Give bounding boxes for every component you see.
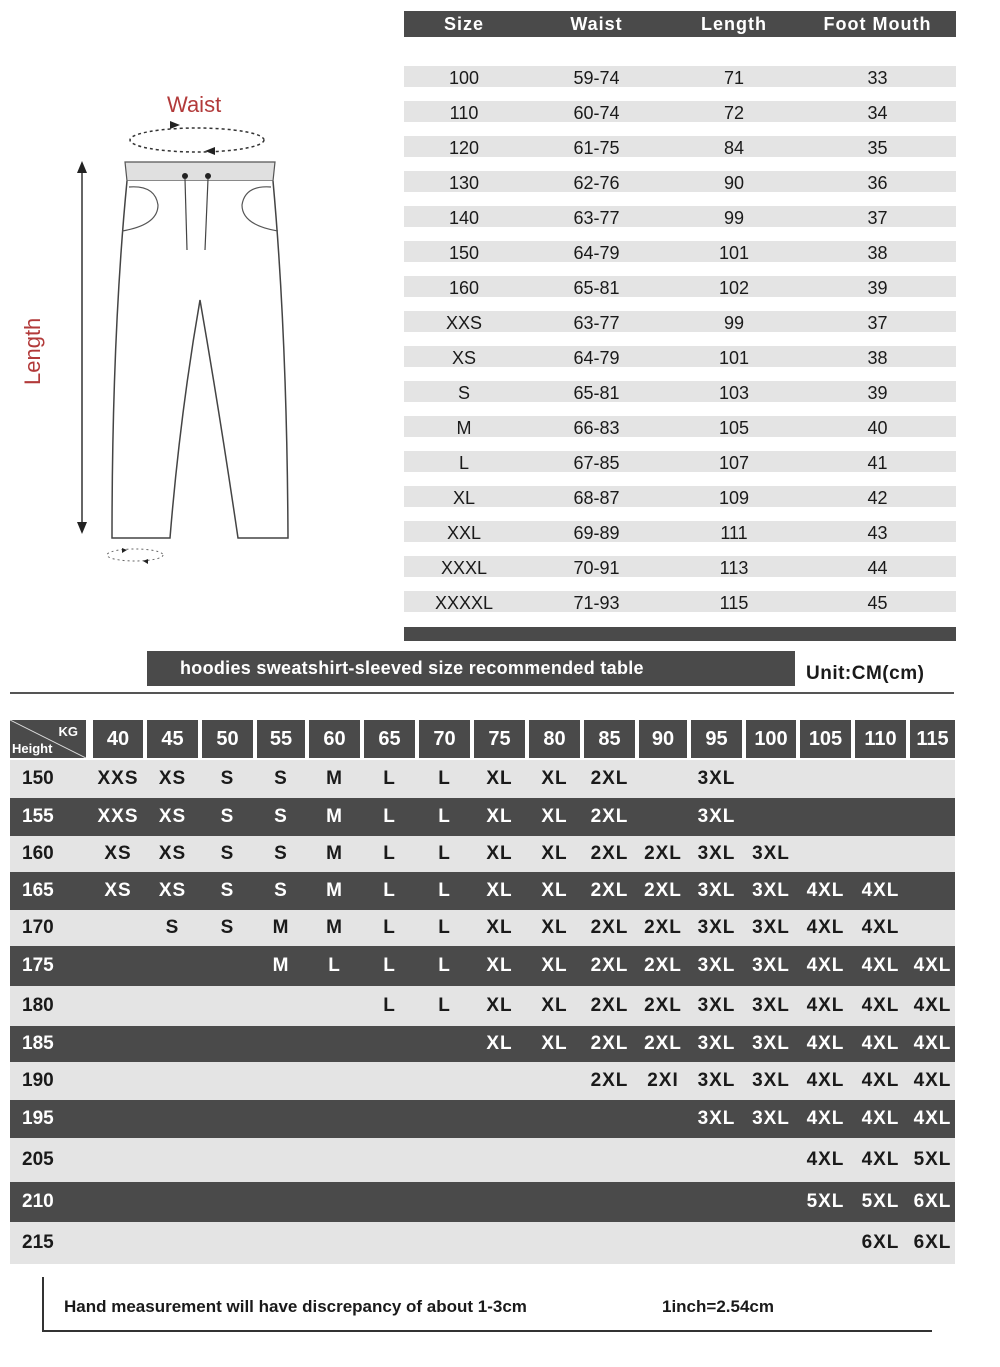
weight-header: 45 (147, 720, 198, 758)
note-bracket-left (42, 1277, 44, 1332)
cell-length: 103 (718, 383, 750, 403)
height-cell: 205 (22, 1149, 54, 1170)
table-row (10, 946, 955, 986)
size-cell: 4XL (806, 1033, 845, 1054)
size-cell: XS (158, 880, 187, 901)
size-cell: L (328, 955, 341, 976)
table-row (404, 61, 956, 96)
size-cell: L (438, 768, 451, 789)
corner-height-label: Height (12, 741, 53, 756)
size-cell: L (438, 806, 451, 827)
size-cell: M (326, 843, 343, 864)
size-cell: 3XL (697, 806, 736, 827)
cell-waist: 66-83 (573, 418, 620, 438)
weight-header: 80 (529, 720, 580, 758)
recommend-table-title: hoodies sweatshirt-sleeved size recommended table (147, 651, 795, 686)
size-cell: 2XL (590, 843, 629, 864)
size-cell: XL (541, 806, 568, 827)
size-cell: XL (486, 917, 513, 938)
size-cell: 2XL (644, 843, 682, 864)
height-cell: 150 (22, 768, 54, 789)
size-cell: L (438, 955, 451, 976)
table-row (10, 872, 955, 910)
size-cell: 3XL (697, 955, 736, 976)
table-row (404, 481, 956, 516)
recommend-table-header (10, 720, 955, 760)
table-row (404, 271, 956, 306)
cell-foot-mouth: 37 (867, 208, 888, 228)
weight-header: 100 (746, 720, 796, 758)
table-row (404, 341, 956, 376)
recommend-table-body (10, 760, 955, 1264)
cell-size: 110 (449, 103, 479, 123)
cell-waist: 65-81 (573, 383, 620, 403)
size-cell: 4XL (861, 955, 900, 976)
height-cell: 155 (22, 806, 54, 827)
size-cell: M (326, 768, 343, 789)
size-table-footer-bar (404, 627, 956, 641)
size-cell: S (274, 843, 288, 864)
weight-header: 50 (202, 720, 253, 758)
cell-foot-mouth: 37 (867, 313, 888, 333)
cell-waist: 64-79 (573, 348, 620, 368)
header-foot-mouth: Foot Mouth (823, 13, 932, 34)
length-label: Length (20, 317, 45, 385)
cell-size: 100 (448, 68, 480, 88)
cell-length: 71 (723, 68, 745, 88)
size-cell: XL (486, 955, 513, 976)
size-cell: S (220, 768, 235, 789)
cell-waist: 61-75 (573, 138, 620, 158)
height-cell: 165 (22, 880, 54, 901)
cell-waist: 68-87 (573, 488, 620, 508)
table-row (10, 1222, 955, 1264)
inch-conversion: 1inch=2.54cm (662, 1297, 774, 1316)
cell-size: 130 (448, 173, 480, 193)
weight-header: 65 (364, 720, 415, 758)
height-cell: 215 (22, 1232, 54, 1253)
size-cell: XS (158, 843, 187, 864)
table-row (404, 236, 956, 271)
size-cell: XL (486, 843, 513, 864)
weight-header: 115 (910, 720, 955, 758)
pants-drawing (30, 85, 330, 585)
size-cell: L (383, 955, 396, 976)
size-cell: XL (541, 843, 568, 864)
weight-header: 70 (419, 720, 470, 758)
size-cell: 4XL (861, 1033, 900, 1054)
size-cell: XS (104, 880, 132, 901)
cell-size: S (457, 383, 470, 403)
cell-length: 101 (718, 243, 750, 263)
cell-foot-mouth: 44 (867, 558, 888, 578)
size-cell: S (220, 880, 235, 901)
size-cell: 3XL (752, 1108, 790, 1129)
pants-illustration (30, 85, 330, 585)
size-cell: XXS (97, 806, 139, 827)
size-cell: 4XL (806, 1149, 845, 1170)
table-row (10, 1138, 955, 1182)
table-row (10, 1062, 955, 1100)
size-cell: 2XL (644, 995, 682, 1016)
size-cell: L (383, 843, 396, 864)
height-cell: 210 (22, 1191, 54, 1212)
size-cell: 3XL (697, 1033, 736, 1054)
size-cell: 2XL (590, 880, 629, 901)
weight-header: 55 (257, 720, 305, 758)
size-cell: L (438, 917, 451, 938)
size-cell: M (272, 917, 290, 938)
cell-length: 72 (723, 103, 745, 123)
cell-length: 102 (718, 278, 750, 298)
cell-size: 140 (448, 208, 480, 228)
size-cell: 3XL (752, 843, 790, 864)
cell-foot-mouth: 43 (867, 523, 888, 543)
cell-size: XXS (445, 313, 483, 333)
size-cell: 3XL (752, 955, 790, 976)
table-row (404, 376, 956, 411)
corner-kg-label: KG (58, 724, 78, 739)
size-cell: L (383, 768, 396, 789)
size-cell: 5XL (913, 1149, 952, 1170)
size-cell: 4XL (913, 1108, 952, 1129)
size-cell: S (274, 806, 288, 827)
table-row (10, 986, 955, 1026)
size-cell: 3XL (697, 1070, 736, 1091)
size-cell: L (383, 806, 396, 827)
size-cell: L (383, 995, 396, 1016)
size-cell: 4XL (806, 917, 845, 938)
cell-foot-mouth: 41 (867, 453, 888, 473)
size-cell: 4XL (913, 955, 952, 976)
size-cell: 2XL (590, 1070, 629, 1091)
size-cell: L (383, 880, 396, 901)
size-cell: XL (486, 995, 513, 1016)
table-row (404, 166, 956, 201)
size-cell: 4XL (806, 880, 845, 901)
cell-waist: 65-81 (573, 278, 620, 298)
size-cell: S (220, 843, 235, 864)
size-cell: 4XL (861, 1149, 900, 1170)
height-cell: 195 (22, 1108, 54, 1129)
table-row (404, 96, 956, 131)
footer-note (42, 1277, 932, 1332)
cell-size: L (458, 453, 469, 473)
size-cell: 4XL (806, 995, 845, 1016)
size-cell: XL (541, 955, 568, 976)
table-row (10, 1026, 955, 1062)
table-row (404, 516, 956, 551)
size-cell: 2XL (590, 917, 629, 938)
unit-label: Unit:CM(cm) (806, 663, 925, 684)
size-cell: L (383, 917, 396, 938)
size-cell: 3XL (752, 995, 790, 1016)
cell-waist: 63-77 (573, 208, 620, 228)
size-cell: S (274, 768, 288, 789)
size-cell: 2XL (644, 917, 682, 938)
size-cell: 6XL (913, 1232, 952, 1253)
size-cell: XL (486, 1033, 513, 1054)
size-cell: 5XL (861, 1191, 900, 1212)
size-cell: XS (104, 843, 132, 864)
cell-size: XS (451, 348, 476, 368)
cell-foot-mouth: 39 (867, 383, 888, 403)
size-cell: 6XL (913, 1191, 952, 1212)
cell-foot-mouth: 35 (867, 138, 888, 158)
corner-cell (10, 720, 86, 758)
size-cell: L (438, 995, 451, 1016)
cell-length: 115 (719, 593, 749, 613)
size-cell: 3XL (697, 917, 736, 938)
cell-size: 150 (448, 243, 480, 263)
cell-waist: 63-77 (573, 313, 620, 333)
size-cell: 2XL (644, 955, 682, 976)
size-cell: 4XL (861, 995, 900, 1016)
size-cell: 3XL (752, 917, 790, 938)
cell-size: 120 (448, 138, 480, 158)
size-cell: 6XL (861, 1232, 900, 1253)
size-cell: M (326, 880, 343, 901)
size-cell: S (220, 806, 235, 827)
waist-label: Waist (167, 92, 222, 117)
size-cell: XL (541, 995, 568, 1016)
size-table (404, 11, 956, 641)
size-cell: XL (486, 806, 513, 827)
size-cell: 2XL (590, 995, 629, 1016)
size-cell: XL (486, 768, 513, 789)
weight-header: 75 (474, 720, 525, 758)
table-row (404, 131, 956, 166)
size-cell: 4XL (861, 880, 900, 901)
table-row (404, 446, 956, 481)
cell-waist: 59-74 (573, 68, 620, 88)
cell-foot-mouth: 38 (867, 348, 888, 368)
cell-waist: 67-85 (573, 453, 620, 473)
cell-size: 160 (448, 278, 480, 298)
size-cell: 5XL (806, 1191, 845, 1212)
size-cell: 2XL (644, 880, 682, 901)
cell-length: 99 (723, 313, 745, 333)
size-cell: XL (541, 917, 568, 938)
weight-header: 105 (800, 720, 851, 758)
cell-size: XXXXL (434, 593, 494, 613)
weight-header: 85 (584, 720, 635, 758)
weight-header: 60 (309, 720, 360, 758)
cell-waist: 60-74 (573, 103, 620, 123)
size-cell: 4XL (861, 1070, 900, 1091)
cell-foot-mouth: 38 (867, 243, 888, 263)
size-cell: 2XI (647, 1070, 679, 1091)
size-table-body (404, 61, 956, 621)
table-row (10, 910, 955, 946)
size-cell: S (274, 880, 288, 901)
cell-size: XXL (446, 523, 482, 543)
size-cell: S (220, 917, 235, 938)
height-cell: 170 (22, 917, 54, 938)
cell-foot-mouth: 36 (867, 173, 888, 193)
size-cell: 3XL (697, 768, 736, 789)
cell-length: 99 (723, 208, 745, 228)
size-cell: XS (158, 806, 187, 827)
size-cell: 3XL (697, 843, 736, 864)
size-cell: 2XL (590, 768, 629, 789)
size-cell: L (438, 843, 451, 864)
size-cell: M (272, 955, 290, 976)
height-cell: 190 (22, 1070, 54, 1091)
cell-size: XXXL (440, 558, 488, 578)
size-cell: XL (486, 880, 513, 901)
size-cell: 3XL (697, 995, 736, 1016)
cell-waist: 71-93 (573, 593, 620, 613)
cell-length: 107 (718, 453, 750, 473)
size-cell: 4XL (861, 1108, 900, 1129)
height-cell: 185 (22, 1033, 54, 1054)
size-cell: XL (541, 1033, 568, 1054)
cell-length: 111 (720, 523, 748, 543)
height-cell: 175 (22, 955, 54, 976)
cell-foot-mouth: 42 (867, 488, 888, 508)
discrepancy-note: Hand measurement will have discrepancy of about 1-3cm (64, 1297, 527, 1316)
table-row (404, 306, 956, 341)
size-cell: 3XL (752, 1033, 790, 1054)
cell-foot-mouth: 34 (867, 103, 888, 123)
cell-length: 105 (718, 418, 750, 438)
size-cell: 2XL (590, 955, 629, 976)
size-cell: 2XL (590, 806, 629, 827)
header-waist: Waist (570, 13, 623, 34)
cell-foot-mouth: 39 (867, 278, 888, 298)
cell-length: 90 (723, 173, 745, 193)
note-bracket-bottom (42, 1330, 932, 1332)
cell-waist: 64-79 (573, 243, 620, 263)
cell-length: 84 (723, 138, 745, 158)
cell-foot-mouth: 33 (867, 68, 888, 88)
cell-length: 101 (718, 348, 750, 368)
size-cell: 2XL (590, 1033, 629, 1054)
weight-header: 95 (691, 720, 742, 758)
cell-waist: 70-91 (573, 558, 620, 578)
size-cell: M (326, 917, 343, 938)
size-cell: 3XL (697, 1108, 736, 1129)
height-cell: 180 (22, 995, 54, 1016)
table-row (10, 798, 955, 836)
header-length: Length (701, 13, 767, 34)
size-cell: 4XL (861, 917, 900, 938)
table-row (10, 836, 955, 872)
size-cell: XS (158, 768, 187, 789)
size-cell: 4XL (913, 1033, 952, 1054)
cell-foot-mouth: 45 (867, 593, 888, 613)
height-cell: 160 (22, 843, 54, 864)
table-row (10, 760, 955, 798)
header-size: Size (443, 13, 485, 34)
size-cell: 3XL (752, 880, 790, 901)
size-cell: 4XL (806, 955, 845, 976)
cell-waist: 62-76 (573, 173, 620, 193)
table-row (10, 1182, 955, 1222)
table-row (404, 411, 956, 446)
cell-size: M (456, 418, 472, 438)
table-row (404, 586, 956, 621)
size-cell: 4XL (806, 1108, 845, 1129)
weight-header: 90 (639, 720, 687, 758)
size-cell: XL (541, 768, 568, 789)
size-cell: 2XL (644, 1033, 682, 1054)
cell-waist: 69-89 (573, 523, 620, 543)
table-row (404, 551, 956, 586)
size-cell: M (326, 806, 343, 827)
cell-foot-mouth: 40 (867, 418, 888, 438)
size-cell: 4XL (913, 995, 952, 1016)
weight-header: 40 (93, 720, 143, 758)
size-cell: XXS (97, 768, 139, 789)
size-table-header (404, 11, 956, 37)
cell-length: 109 (718, 488, 750, 508)
size-cell: 4XL (913, 1070, 952, 1091)
weight-header: 110 (855, 720, 906, 758)
cell-size: XL (452, 488, 476, 508)
size-cell: S (165, 917, 180, 938)
size-cell: 4XL (806, 1070, 845, 1091)
size-cell: 3XL (752, 1070, 790, 1091)
size-cell: 3XL (697, 880, 736, 901)
table-row (404, 201, 956, 236)
cell-length: 113 (719, 558, 749, 578)
size-cell: XL (541, 880, 568, 901)
recommend-table (10, 720, 955, 1264)
divider (10, 692, 954, 694)
table-row (10, 1100, 955, 1138)
size-cell: L (438, 880, 451, 901)
